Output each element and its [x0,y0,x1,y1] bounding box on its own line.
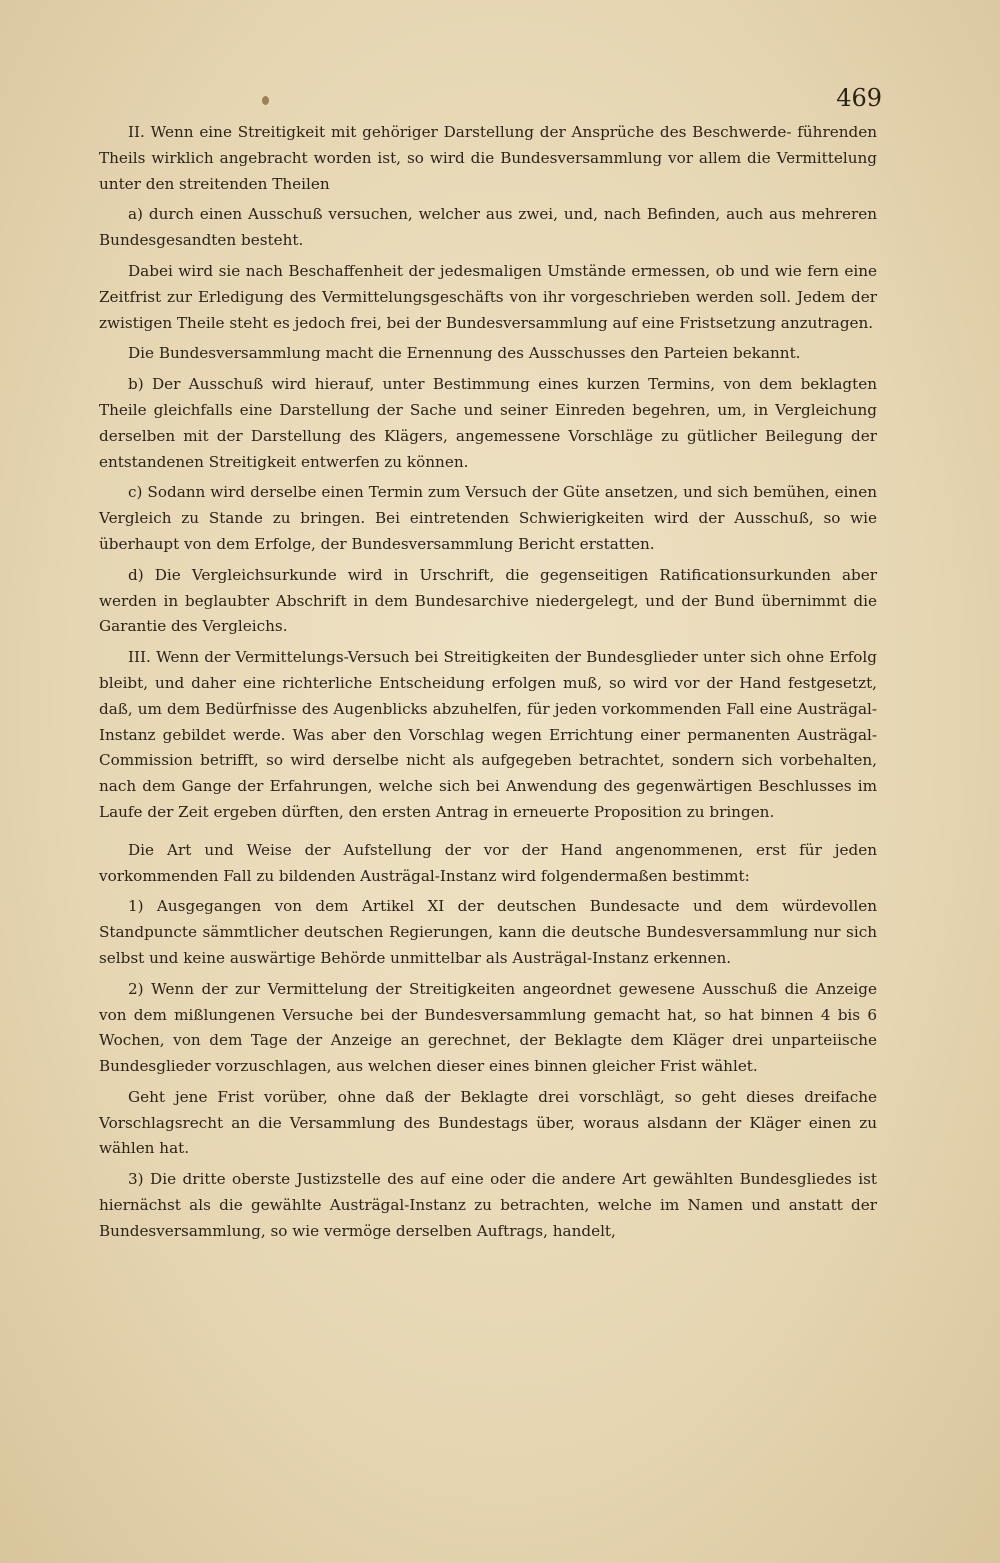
paragraph-1: 1) Ausgegangen von dem Artikel XI der deutschen Bundesacte und dem würdevollen Standpuncte sämmtlicher deutschen Regierungen, kann die deutsche Bundesversammlung nur sich selbst und keine auswärtige Behörde unmittelbar als Austrägal-Instanz erkennen. [99,897,877,967]
paragraph-art-und-weise: Die Art und Weise der Aufstellung der vor der Hand angenommenen, erst für jeden vorkommenden Fall zu bildenden Austrägal-Instanz wird folgendermaßen bestimmt: [99,840,877,885]
body-text [99,120,877,1250]
paragraph-frist: Geht jene Frist vorüber, ohne daß der Beklagte drei vorschlägt, so geht dieses dreifache Vorschlagsrecht an die Versammlung des Bundestags über, woraus alsdann der Kläger einen zu wählen hat. [99,1087,877,1158]
paragraph-3: 3) Die dritte oberste Justizstelle des auf eine oder die andere Art gewählten Bundesgliedes ist hiernächst als die gewählte Austrägal-Instanz zu betrachten, welche im Namen und anstatt der Bundesversammlung, so wie vermöge derselben Auftrags, handelt, [99,1170,877,1240]
paragraph-ii: II. Wenn eine Streitigkeit mit gehöriger Darstellung der Ansprüche des Beschwerde- führenden Theils wirklich angebracht worden ist, so wird die Bundesversammlung vor allem die Vermittelung unter den streitenden Theilen [99,123,877,193]
paragraph-d: d) Die Vergleichsurkunde wird in Urschrift, die gegenseitigen Ratificationsurkunden aber werden in beglaubter Abschrift in dem Bundesarchive niedergelegt, und der Bund übernimmt die Garantie des Vergleichs. [99,565,877,636]
ink-blot [262,96,269,105]
paragraph-iii: III. Wenn der Vermittelungs-Versuch bei Streitigkeiten der Bundesglieder unter sich ohne Erfolg bleibt, und daher eine richterliche Entscheidung erfolgen muß, so wird vor der Hand festgesetzt, daß, um dem Bedürfnisse des Augenblicks abzuhelfen, für jeden vorkommenden Fall eine Austrägal-Instanz gebildet werde. Was aber den Vorschlag wegen Errichtung einer permanenten Austrägal-Commission betrifft, so wird derselbe nicht als aufgegeben betrachtet, sondern sich vorbehalten, nach dem Gange der Erfahrungen, welche sich bei Anwendung des gegenwärtigen Beschlusses im Laufe der Zeit ergeben dürften, den ersten Antrag in erneuerte Proposition zu bringen. [99,648,877,821]
paragraph-dabei: Dabei wird sie nach Beschaffenheit der jedesmaligen Umstände ermessen, ob und wie fern eine Zeitfrist zur Erledigung des Vermittelungsgeschäfts von ihr vorgeschrieben werden soll. Jedem der zwistigen Theile steht es jedoch frei, bei der Bundesversammlung auf eine Fristsetzung anzutragen. [99,261,877,332]
paragraph-2: 2) Wenn der zur Vermittelung der Streitigkeiten angeordnet gewesene Ausschuß die Anzeige von dem mißlungenen Versuche bei der Bundesversammlung gemacht hat, so hat binnen 4 bis 6 Wochen, von dem Tage der Anzeige an gerechnet, der Beklagte dem Kläger drei unparteiische Bundesglieder vorzuschlagen, aus welchen dieser eines binnen gleicher Frist wählet. [99,979,877,1076]
paragraph-a: a) durch einen Ausschuß versuchen, welcher aus zwei, und, nach Befinden, auch aus mehreren Bundesgesandten besteht. [99,205,877,250]
page-number: 469 [836,84,882,112]
paragraph-ernennung: Die Bundesversammlung macht die Ernennung des Ausschusses den Parteien bekannt. [128,344,801,363]
paragraph-c: c) Sodann wird derselbe einen Termin zum Versuch der Güte ansetzen, und sich bemühen, einen Vergleich zu Stande zu bringen. Bei eintretenden Schwierigkeiten wird der Ausschuß, so wie überhaupt von dem Erfolge, der Bundesversammlung Bericht erstatten. [99,483,877,553]
paragraph-b: b) Der Ausschuß wird hierauf, unter Bestimmung eines kurzen Termins, von dem beklagten Theile gleichfalls eine Darstellung der Sache und seiner Einreden begehren, um, in Vergleichung derselben mit der Darstellung des Klägers, angemessene Vorschläge zu gütlicher Beilegung der entstandenen Streitigkeit entwerfen zu können. [99,375,877,471]
